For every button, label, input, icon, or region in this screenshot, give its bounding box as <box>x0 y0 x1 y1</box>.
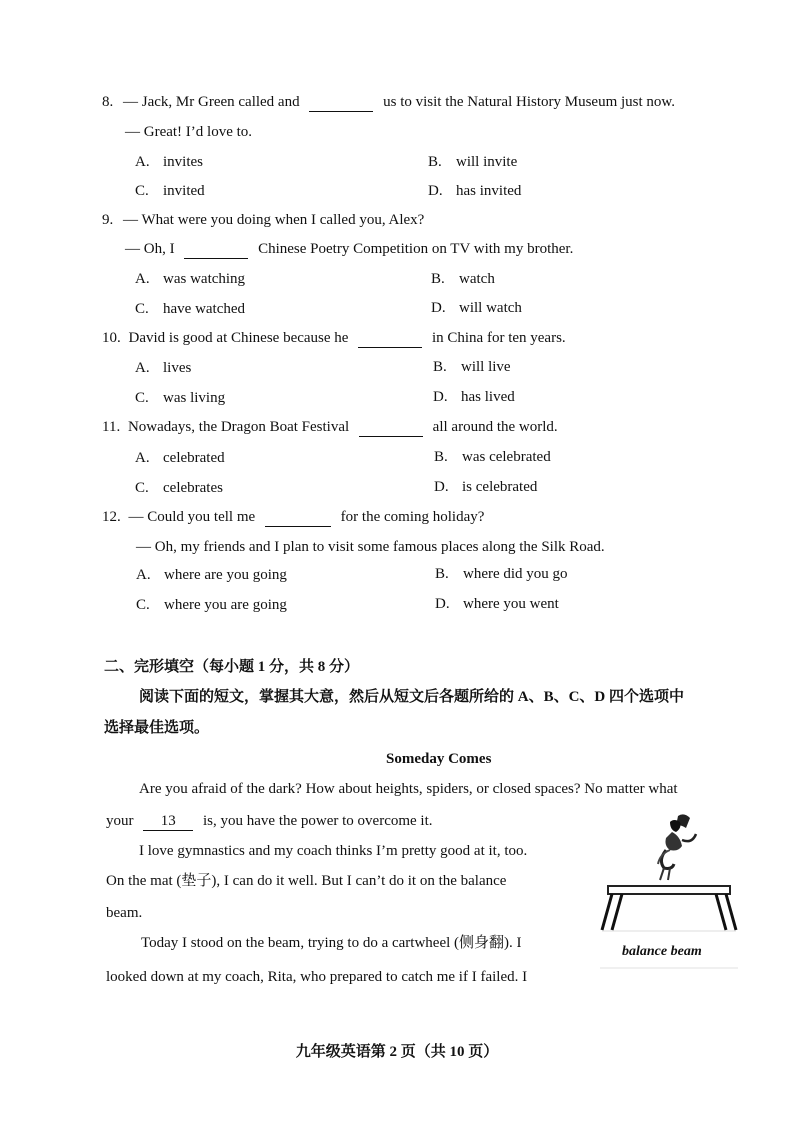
option-b: B. will invite <box>428 154 518 170</box>
option-b: B. where did you go <box>435 566 568 582</box>
question-12-line2: — Oh, my friends and I plan to visit some famous places along the Silk Road. <box>136 539 605 555</box>
gymnast-figure <box>658 814 696 880</box>
passage-line: beam. <box>106 905 143 921</box>
option-c: C. have watched <box>135 301 246 317</box>
option-b: B. will live <box>433 359 511 375</box>
question-11-line1: 11. Nowadays, the Dragon Boat Festival all around the world. <box>102 419 558 435</box>
option-c: C. invited <box>135 183 205 199</box>
figure-caption: balance beam <box>622 944 702 959</box>
question-number: 8. <box>102 94 114 110</box>
question-number: 12. <box>102 509 121 525</box>
question-8-line1 <box>102 92 675 112</box>
section-heading: 二、完形填空（每小题 1 分，共 8 分） <box>104 659 360 675</box>
answer-blank[interactable] <box>359 422 423 437</box>
option-a: A. was watching <box>135 271 246 287</box>
question-text: — Could you tell me <box>128 509 256 525</box>
passage-line: On the mat (垫子), I can do it well. But I can’t do it on the balance <box>106 873 507 889</box>
passage-line: I love gymnastics and my coach thinks I’m pretty good at it, too. <box>139 843 528 859</box>
option-d: D. is celebrated <box>434 479 538 495</box>
passage-line: Are you afraid of the dark? How about heights, spiders, or closed spaces? No matter what <box>139 781 678 797</box>
question-text: David is good at Chinese because he <box>128 330 349 346</box>
question-text: Nowadays, the Dragon Boat Festival <box>127 419 350 435</box>
section-instruction: 阅读下面的短文，掌握其大意，然后从短文后各题所给的 A、B、C、D 四个选项中 <box>139 689 685 705</box>
answer-blank[interactable] <box>309 97 373 112</box>
answer-blank[interactable] <box>184 244 248 259</box>
option-d: D. will watch <box>431 300 522 316</box>
question-text: us to visit the Natural History Museum just now. <box>383 94 676 110</box>
passage-line: looked down at my coach, Rita, who prepared to catch me if I failed. I <box>106 969 528 985</box>
beam-top <box>608 886 730 894</box>
option-b: B. was celebrated <box>434 449 551 465</box>
question-10-line1: 10. David is good at Chinese because he in China for ten years. <box>102 330 566 346</box>
passage-line: Today I stood on the beam, trying to do a cartwheel (侧身翻). I <box>141 935 522 951</box>
page-footer: 九年级英语第 2 页（共 10 页） <box>295 1044 499 1060</box>
option-a: A. lives <box>135 360 192 376</box>
question-text: — Jack, Mr Green called and <box>123 94 300 110</box>
option-a: A. invites <box>135 154 203 170</box>
cloze-blank-13[interactable]: 13 <box>143 812 193 831</box>
option-c: C. where you are going <box>136 597 287 613</box>
option-d: D. where you went <box>435 596 559 612</box>
question-9-line2: — Oh, I Chinese Poetry Competition on TV with my brother. <box>125 241 574 257</box>
option-c: C. was living <box>135 390 226 406</box>
option-d: D. has invited <box>428 183 522 199</box>
option-a: A. where are you going <box>136 567 287 583</box>
passage-title: Someday Comes <box>386 751 492 767</box>
section-instruction-cont: 选择最佳选项。 <box>104 720 210 736</box>
question-9-line1 <box>102 210 424 230</box>
question-text: — What were you doing when I called you, Alex? <box>123 212 425 228</box>
option-d: D. has lived <box>433 389 515 405</box>
question-12-line1: 12. — Could you tell me for the coming holiday? <box>102 509 485 525</box>
question-number: 11. <box>102 419 121 435</box>
option-c: C. celebrates <box>135 480 223 496</box>
option-a: A. celebrated <box>135 450 225 466</box>
passage-line: your 13 is, you have the power to overcome it. <box>106 813 433 829</box>
question-number: 10. <box>102 330 121 346</box>
answer-blank[interactable] <box>358 333 422 348</box>
question-8-line2: — Great! I’d love to. <box>125 124 253 140</box>
question-number: 9. <box>102 212 114 228</box>
answer-blank[interactable] <box>265 512 331 527</box>
option-b: B. watch <box>431 271 495 287</box>
